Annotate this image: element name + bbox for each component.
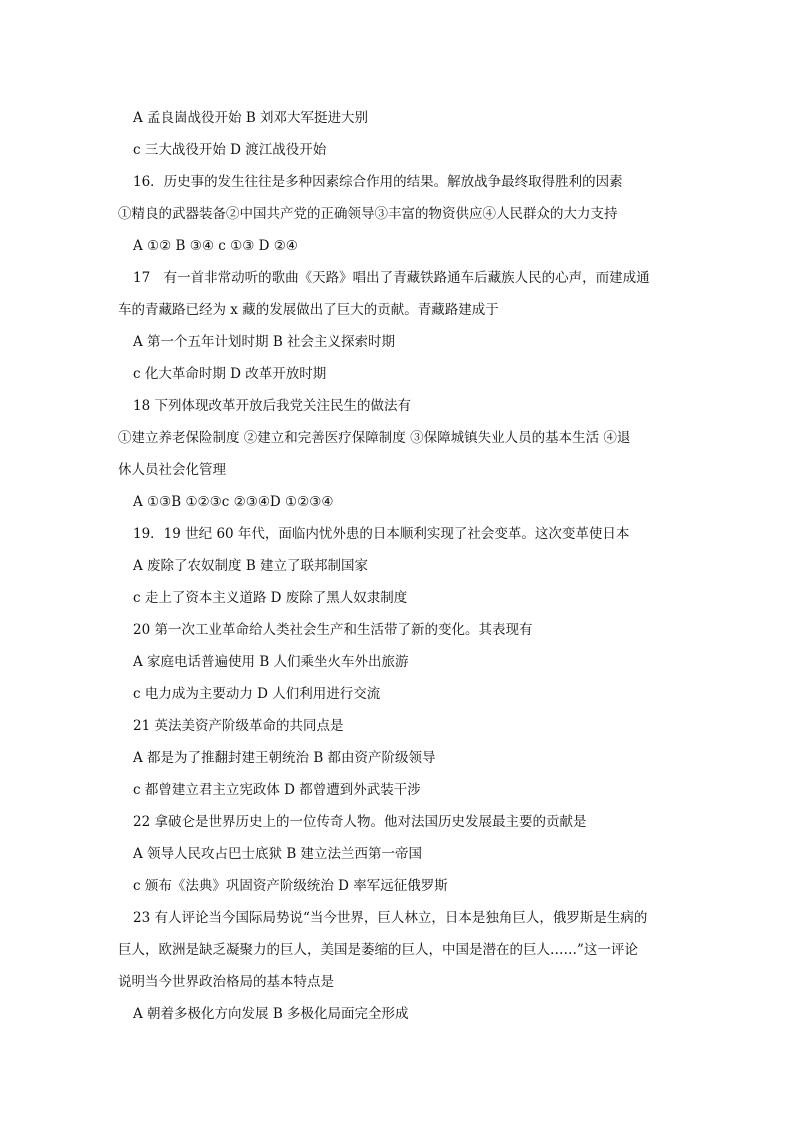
q18-items-line1: ①建立养老保险制度 ②建立和完善医疗保障制度 ③保障城镇失业人员的基本生活 ④退 xyxy=(118,430,631,446)
q15-options-cd: c 三大战役开始 D 渡江战役开始 xyxy=(133,142,327,158)
q23-stem-line2: 巨人，欧洲是缺乏凝聚力的巨人，美国是萎缩的巨人，中国是潜在的巨人……”这一评论 xyxy=(118,942,638,958)
q17-stem-line2: 车的青藏路已经为 x 藏的发展做出了巨大的贡献。青藏路建成于 xyxy=(118,302,499,318)
q22-options-ab: A 领导人民攻占巴士底狱 B 建立法兰西第一帝国 xyxy=(133,846,423,862)
q23-stem-line1: 23 有人评论当今国际局势说“当今世界，巨人林立，日本是独角巨人，俄罗斯是生病的 xyxy=(133,910,648,926)
q19-options-ab: A 废除了农奴制度 B 建立了联邦制国家 xyxy=(133,558,369,574)
q17-stem-line1: 17 有一首非常动听的歌曲《天路》唱出了青藏铁路通车后藏族人民的心声，而建成通 xyxy=(133,270,650,286)
q16-stem: 16．历史事的发生往往是多种因素综合作用的结果。解放战争最终取得胜利的因素 xyxy=(133,174,623,190)
q20-options-cd: c 电力成为主要动力 D 人们利用进行交流 xyxy=(133,686,381,702)
q19-options-cd: c 走上了资本主义道路 D 废除了黑人奴隶制度 xyxy=(133,590,408,606)
q23-stem-line3: 说明当今世界政治格局的基本特点是 xyxy=(118,974,334,990)
q21-options-ab: A 都是为了推翻封建王朝统治 B 都由资产阶级领导 xyxy=(133,750,436,766)
q20-stem: 20 第一次工业革命给人类社会生产和生活带了新的变化。其表现有 xyxy=(133,622,533,638)
q15-options-ab: A 孟良崮战役开始 B 刘邓大军挺进大别 xyxy=(133,110,369,126)
q17-options-ab: A 第一个五年计划时期 B 社会主义探索时期 xyxy=(133,334,396,350)
q17-options-cd: c 化大革命时期 D 改革开放时期 xyxy=(133,366,327,382)
q20-options-ab: A 家庭电话普遍使用 B 人们乘坐火车外出旅游 xyxy=(133,654,409,670)
q16-options: A ①② B ③④ c ①③ D ②④ xyxy=(133,238,298,254)
q21-options-cd: c 都曾建立君主立宪政体 D 都曾遭到外武装干涉 xyxy=(133,782,421,798)
q18-options: A ①③B ①②③c ②③④D ①②③④ xyxy=(133,494,334,510)
q18-stem: 18 下列体现改革开放后我党关注民生的做法有 xyxy=(133,398,411,414)
q18-items-line2: 休人员社会化管理 xyxy=(118,462,226,478)
q16-factors: ①精良的武器装备②中国共产党的正确领导③丰富的物资供应④人民群众的大力支持 xyxy=(118,206,618,222)
q21-stem: 21 英法美资产阶级革命的共同点是 xyxy=(133,718,344,734)
q19-stem: 19．19 世纪 60 年代，面临内忧外患的日本顺利实现了社会变革。这次变革使日本 xyxy=(133,526,630,542)
q22-stem: 22 拿破仑是世界历史上的一位传奇人物。他对法国历史发展最主要的贡献是 xyxy=(133,814,587,830)
q22-options-cd: c 颁布《法典》巩固资产阶级统治 D 率军远征俄罗斯 xyxy=(133,878,448,894)
q23-options-ab: A 朝着多极化方向发展 B 多极化局面完全形成 xyxy=(133,1006,409,1022)
